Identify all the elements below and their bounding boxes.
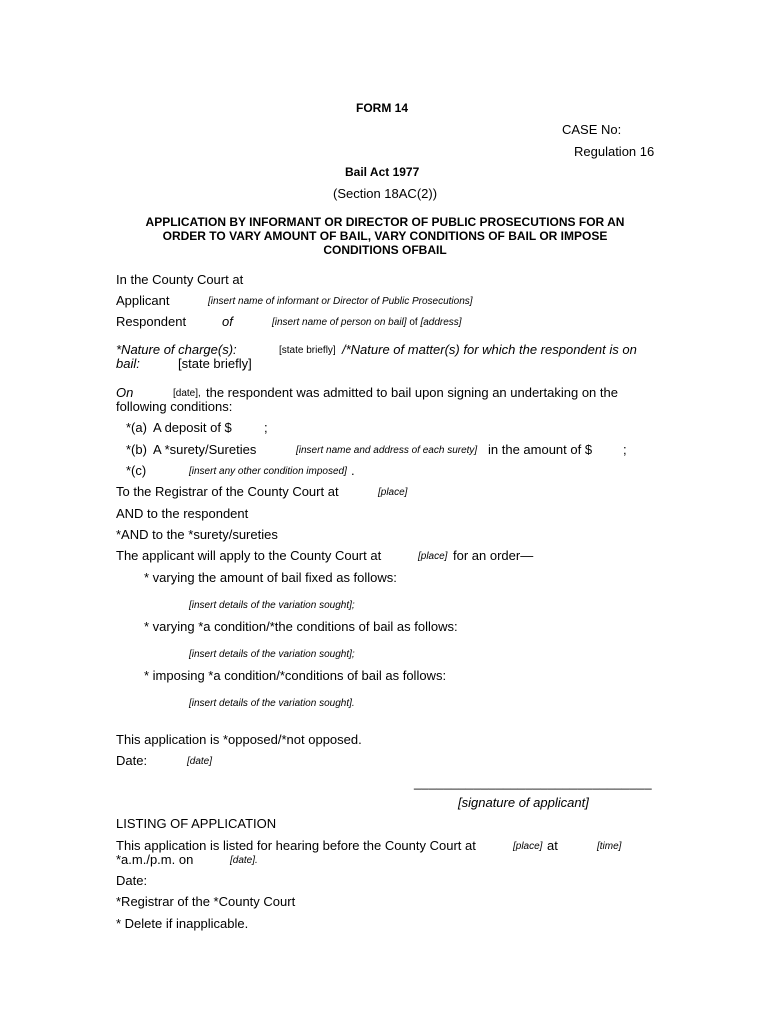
- respondent-hint: [272, 317, 462, 328]
- place-hint-2: [place]: [418, 551, 448, 562]
- admitted-text: the respondent was admitted to bail upon signing an undertaking on the: [206, 385, 618, 400]
- date-label: Date:: [116, 753, 148, 768]
- condition-c-hint: [insert any other condition imposed]: [189, 466, 347, 477]
- condition-b-amount: in the amount of $: [488, 442, 593, 457]
- condition-b-semicolon: ;: [623, 442, 627, 457]
- nature-matters-label: /*Nature of matter(s) for which the respondent is on: [342, 342, 637, 357]
- bail-label: bail:: [116, 356, 140, 371]
- and-respondent-line: AND to the respondent: [116, 506, 249, 521]
- nature-charges-label: *Nature of charge(s):: [116, 342, 237, 357]
- registrar-to-line: To the Registrar of the County Court at: [116, 484, 339, 499]
- condition-b-label: *(b): [126, 442, 147, 457]
- date-hint-2: [date]: [187, 756, 213, 767]
- form-title-line1: APPLICATION BY INFORMANT OR DIRECTOR OF PUBLIC PROSECUTIONS FOR AN: [145, 215, 625, 229]
- state-briefly-hint-1: [state briefly]: [279, 345, 336, 356]
- form-title-line3: CONDITIONS OFBAIL: [323, 243, 447, 257]
- state-briefly-hint-2: [state briefly]: [178, 356, 252, 371]
- date-hint: [date],: [173, 388, 201, 399]
- delete-note: * Delete if inapplicable.: [116, 916, 249, 931]
- condition-c-label: *(c): [126, 463, 147, 478]
- and-surety-line: *AND to the *surety/sureties: [116, 527, 278, 542]
- date-label-2: Date:: [116, 873, 148, 888]
- listing-title: LISTING OF APPLICATION: [116, 816, 277, 831]
- listing-date-hint: [date].: [230, 855, 258, 866]
- place-hint-1: [place]: [378, 487, 408, 498]
- condition-a-semicolon: ;: [264, 420, 268, 435]
- condition-a-label: *(a): [126, 420, 147, 435]
- form-number: FORM 14: [356, 101, 409, 115]
- for-order-text: for an order—: [453, 548, 534, 563]
- condition-b-text: A *surety/Sureties: [153, 442, 257, 457]
- respondent-name-hint: [insert name of person on bail]: [272, 317, 407, 328]
- form-title-line2: ORDER TO VARY AMOUNT OF BAIL, VARY CONDITIONS OF BAIL OR IMPOSE: [162, 229, 608, 243]
- respondent-address-hint: [address]: [420, 317, 462, 328]
- condition-c-end: .: [351, 463, 355, 478]
- case-number-label: CASE No:: [562, 122, 622, 137]
- court-line: In the County Court at: [116, 272, 244, 287]
- respondent-hint-of: of: [409, 317, 418, 328]
- opposed-line: This application is *opposed/*not opposed.: [116, 732, 362, 747]
- will-apply-line: The applicant will apply to the County Court at: [116, 548, 382, 563]
- option-impose-conditions-hint: [insert details of the variation sought].: [189, 698, 355, 709]
- listing-text: This application is listed for hearing before the County Court at: [116, 838, 476, 853]
- option-vary-conditions-hint: [insert details of the variation sought];: [189, 649, 355, 660]
- signature-caption: [signature of applicant]: [458, 795, 589, 810]
- registrar-line: *Registrar of the *County Court: [116, 894, 296, 909]
- option-vary-amount: * varying the amount of bail fixed as follows:: [144, 570, 397, 585]
- respondent-label: Respondent: [116, 314, 187, 329]
- respondent-of: of: [222, 314, 233, 329]
- condition-b-hint: [insert name and address of each surety]: [296, 445, 478, 456]
- condition-a-text: A deposit of $: [153, 420, 232, 435]
- listing-at: at: [547, 838, 558, 853]
- option-impose-conditions: * imposing *a condition/*conditions of bail as follows:: [144, 668, 447, 683]
- applicant-hint: [insert name of informant or Director of Public Prosecutions]: [208, 296, 473, 307]
- form-title: [115, 215, 655, 257]
- signature-line: ________________________________: [414, 775, 652, 790]
- applicant-label: Applicant: [116, 293, 170, 308]
- act-title: Bail Act 1977: [345, 165, 420, 179]
- regulation-label: Regulation 16: [574, 144, 655, 159]
- section-ref: (Section 18AC(2)): [333, 186, 438, 201]
- option-vary-amount-hint: [insert details of the variation sought];: [189, 600, 355, 611]
- listing-ampm: *a.m./p.m. on: [116, 852, 194, 867]
- listing-place-hint: [place]: [513, 841, 543, 852]
- following-conditions: following conditions:: [116, 399, 233, 414]
- option-vary-conditions: * varying *a condition/*the conditions of bail as follows:: [144, 619, 458, 634]
- on-label: On: [116, 385, 134, 400]
- listing-time-hint: [time]: [597, 841, 622, 852]
